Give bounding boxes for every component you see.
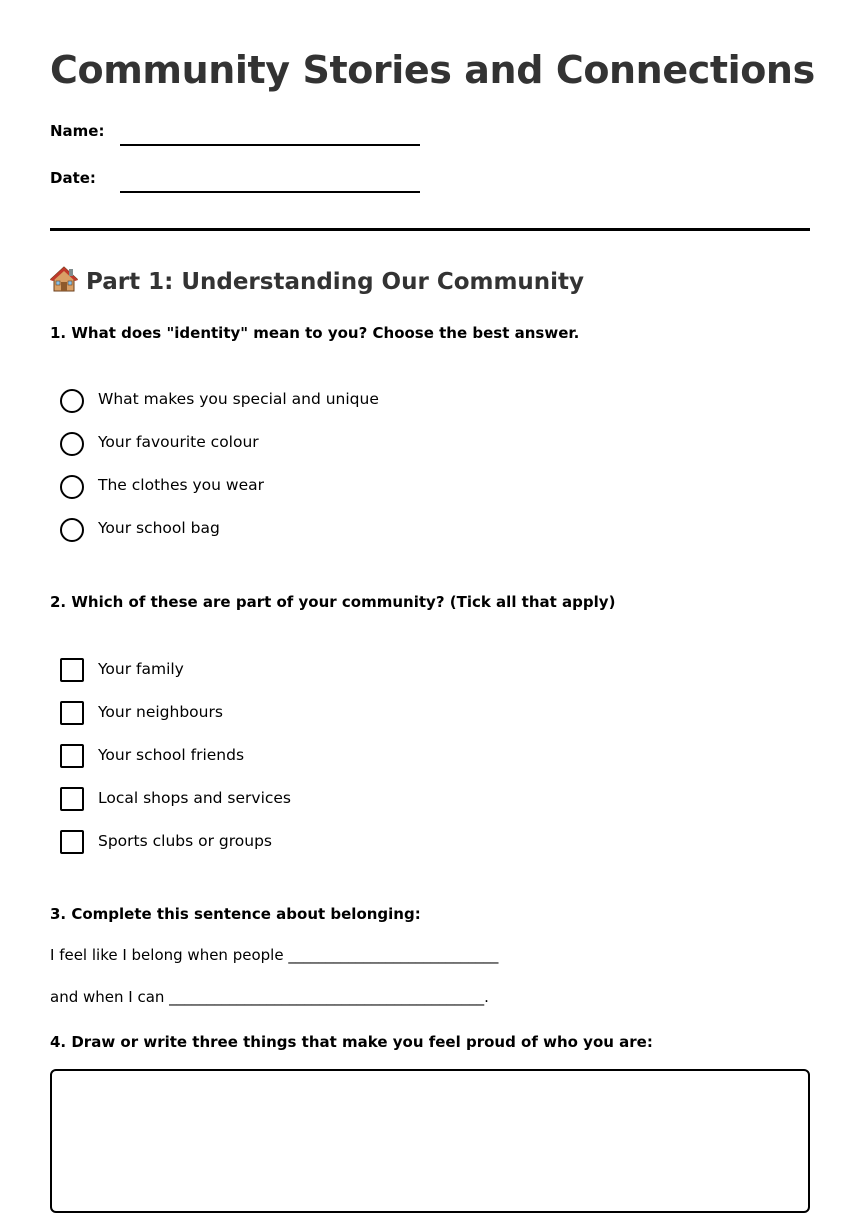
belonging-sentence-1[interactable]: I feel like I belong when people ____________________________ [50,946,499,964]
checkbox[interactable] [60,744,84,768]
checkbox[interactable] [60,658,84,682]
q2-option-1[interactable] [60,658,660,684]
q2-option-2[interactable] [60,701,660,727]
checkbox[interactable] [60,830,84,854]
question-2: 2. Which of these are part of your community? (Tick all that apply) [50,593,616,611]
option-label: The clothes you wear [98,476,264,494]
belonging-sentence-2[interactable]: and when I can __________________________________________. [50,988,489,1006]
option-label: Your school friends [98,746,245,764]
question-1: 1. What does "identity" mean to you? Choose the best answer. [50,324,580,342]
header-divider [50,228,810,231]
page-title: Community Stories and Connections [50,48,815,92]
option-label: Sports clubs or groups [98,832,272,850]
name-label: Name: [50,122,105,140]
proud-answer-box[interactable] [50,1069,810,1213]
q2-option-5[interactable] [60,830,660,856]
section-title-text: Part 1: Understanding Our Community [86,269,585,295]
option-label: Your family [98,660,184,678]
radio-button[interactable] [60,518,84,542]
question-4: 4. Draw or write three things that make you feel proud of who you are: [50,1033,653,1051]
checkbox[interactable] [60,787,84,811]
question-3: 3. Complete this sentence about belonging: [50,905,421,923]
date-field[interactable] [50,169,450,195]
q1-option-2[interactable] [60,431,660,457]
radio-button[interactable] [60,432,84,456]
option-label: Local shops and services [98,789,292,807]
name-field[interactable] [50,122,450,148]
q2-option-3[interactable] [60,744,660,770]
option-label: Your favourite colour [98,433,259,451]
option-label: What makes you special and unique [98,390,379,408]
radio-button[interactable] [60,475,84,499]
section-title-part-1 [50,266,584,298]
q2-option-4[interactable] [60,787,660,813]
house-icon [50,266,78,298]
date-label: Date: [50,169,96,187]
option-label: Your neighbours [98,703,223,721]
q1-option-3[interactable] [60,474,660,500]
option-label: Your school bag [98,519,220,537]
checkbox[interactable] [60,701,84,725]
name-line[interactable] [120,144,420,146]
q1-option-4[interactable] [60,517,660,543]
q1-option-1[interactable] [60,388,660,414]
radio-button[interactable] [60,389,84,413]
date-line[interactable] [120,191,420,193]
